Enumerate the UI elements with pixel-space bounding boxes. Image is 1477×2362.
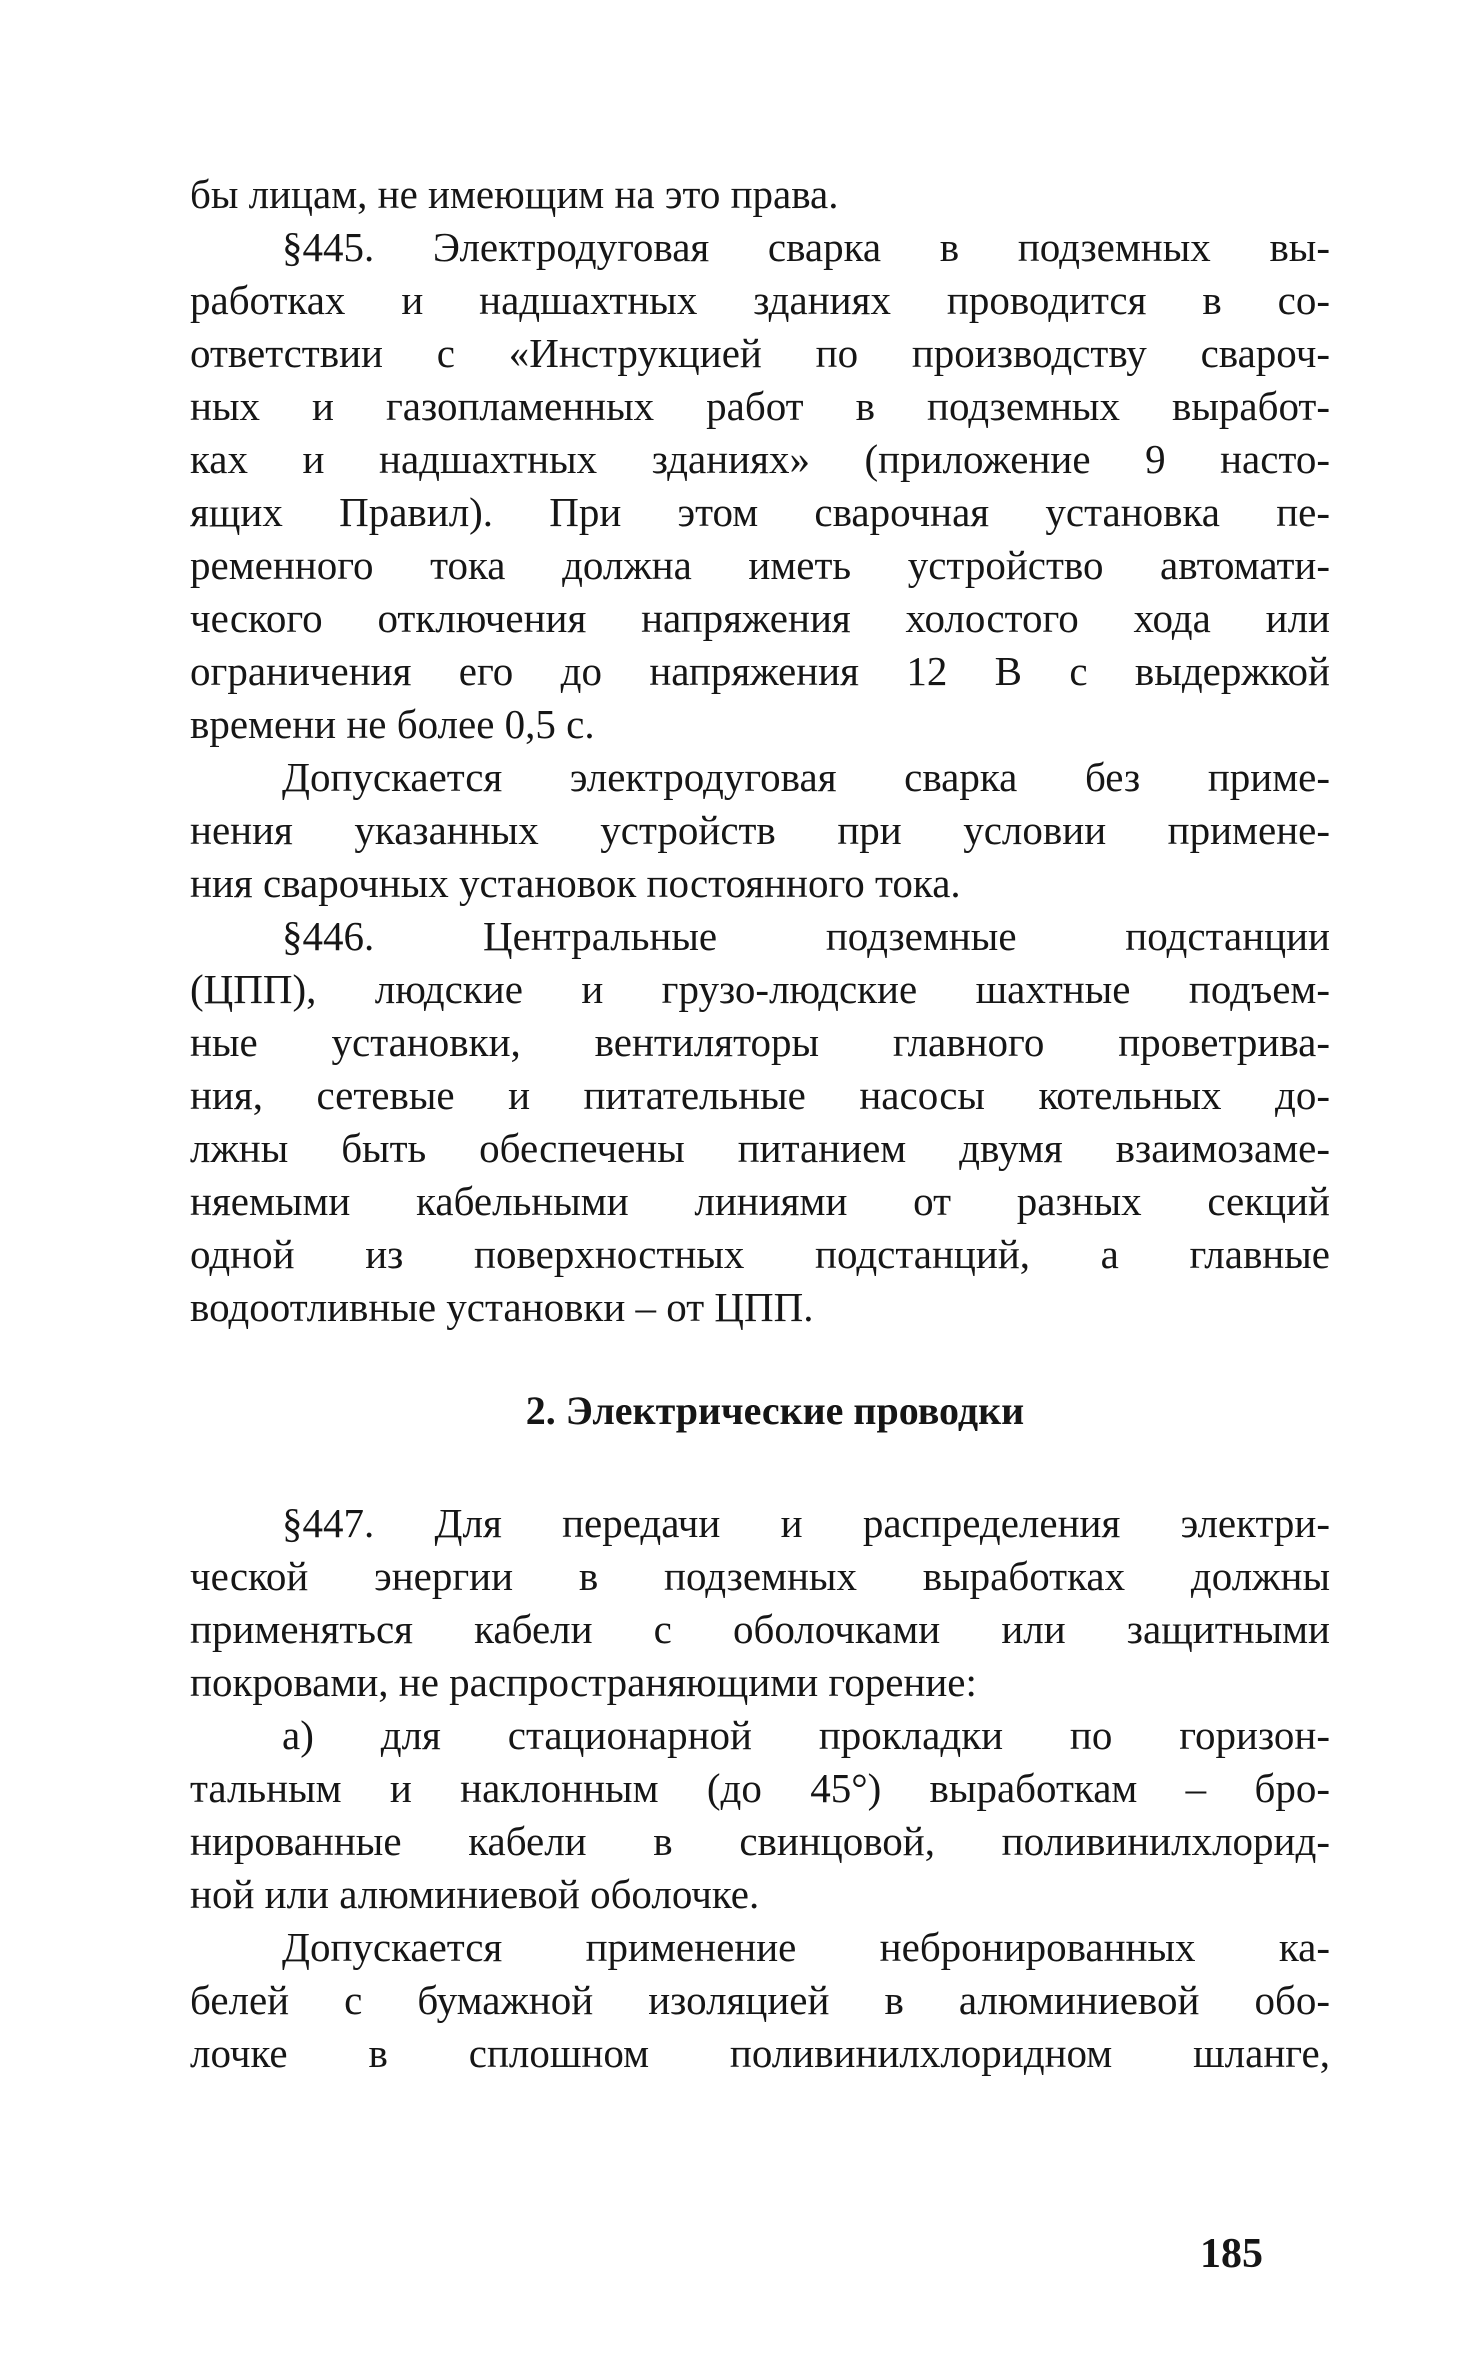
page-body [190, 168, 1330, 2080]
text-line: лжны быть обеспечены питанием двумя взаимозаме- [190, 1125, 1330, 1171]
text-line: ческого отключения напряжения холостого хода или [190, 595, 1330, 641]
text-line: (ЦПП), людские и грузо-людские шахтные подъем- [190, 966, 1330, 1012]
text-line: ках и надшахтных зданиях» (приложение 9 насто- [190, 436, 1330, 482]
text-line: ной или алюминиевой оболочке. [190, 1871, 760, 1917]
text-line: применяться кабели с оболочками или защитными [190, 1606, 1330, 1652]
text-line: ограничения его до напряжения 12 В с выдержкой [190, 648, 1330, 694]
text-line: покровами, не распространяющими горение: [190, 1659, 977, 1705]
text-line: белей с бумажной изоляцией в алюминиевой обо- [190, 1977, 1330, 2023]
text-line: няемыми кабельными линиями от разных секций [190, 1178, 1330, 1224]
text-line: времени не более 0,5 с. [190, 701, 595, 747]
text-line: ния, сетевые и питательные насосы котельных до- [190, 1072, 1330, 1118]
text-line: ния сварочных установок постоянного тока. [190, 860, 961, 906]
paragraph-445-start: §445. Электродуговая сварка в подземных вы- [282, 224, 1330, 270]
text-line: работках и надшахтных зданиях проводится в со- [190, 277, 1330, 323]
paragraph-start: Допускается электродуговая сварка без приме- [282, 754, 1330, 800]
text-line: ные установки, вентиляторы главного проветрива- [190, 1019, 1330, 1065]
text-line: тальным и наклонным (до 45°) выработкам – бро- [190, 1765, 1330, 1811]
section-heading: 2. Электрические проводки [525, 1388, 1025, 1433]
paragraph-446-start: §446. Центральные подземные подстанции [282, 913, 1330, 959]
text-line: нения указанных устройств при условии применe- [190, 807, 1330, 853]
text-line: ческой энергии в подземных выработках должны [190, 1553, 1330, 1599]
page-number: 185 [1200, 2231, 1263, 2277]
text-line: бы лицам, не имеющим на это права. [190, 171, 839, 217]
text-line: нированные кабели в свинцовой, поливинилхлорид- [190, 1818, 1330, 1864]
list-item-a-start: а) для стационарной прокладки по горизон- [282, 1712, 1330, 1758]
text-line: ответствии с «Инструкцией по производству свароч- [190, 330, 1330, 376]
paragraph-start: Допускается применение небронированных ка- [282, 1924, 1330, 1970]
text-line: водоотливные установки – от ЦПП. [190, 1284, 814, 1330]
text-line: лочке в сплошном поливинилхлоридном шланге, [190, 2030, 1330, 2076]
text-line: одной из поверхностных подстанций, а главные [190, 1231, 1330, 1277]
text-line: ременного тока должна иметь устройство автомати- [190, 542, 1330, 588]
text-line: ных и газопламенных работ в подземных выработ- [190, 383, 1330, 429]
paragraph-447-start: §447. Для передачи и распределения электри- [282, 1500, 1330, 1546]
text-line: ящих Правил). При этом сварочная установка пе- [190, 489, 1330, 535]
